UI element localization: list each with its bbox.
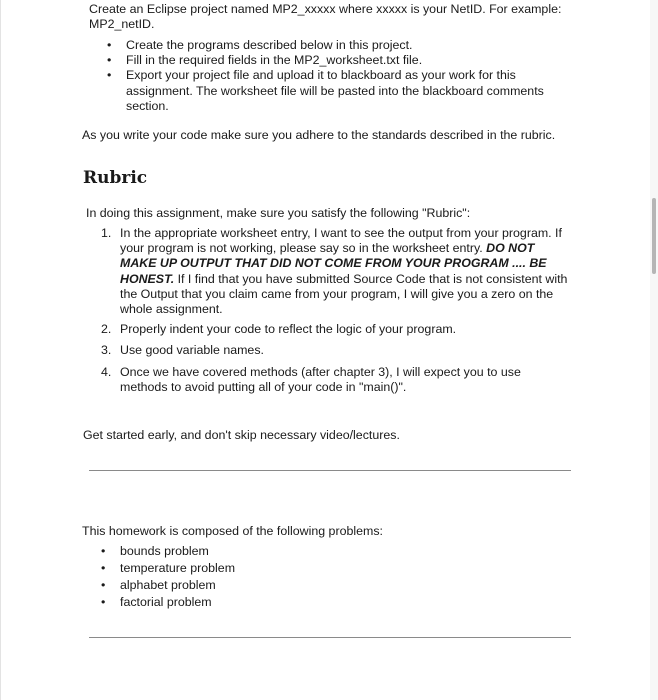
list-item: • factorial problem [101, 595, 212, 609]
problem-list [101, 544, 420, 612]
scrollbar[interactable] [650, 0, 658, 700]
setup-list [107, 38, 566, 114]
list-item: • alphabet problem [101, 578, 216, 592]
divider [89, 637, 571, 638]
divider [89, 470, 571, 471]
intro-paragraph: Create an Eclipse project named MP2_xxxxx where xxxxx is your NetID. For example: MP2_netID. [89, 2, 562, 32]
bullet: • [101, 544, 106, 558]
list-item: • Create the programs described below in this project. [107, 38, 413, 52]
bullet: • [107, 53, 112, 68]
item-number: 3. [101, 343, 112, 358]
bullet: • [101, 595, 106, 609]
item-number: 2. [101, 322, 112, 337]
adhere-paragraph: As you write your code make sure you adhere to the standards described in the rubric. [82, 128, 556, 142]
bullet: • [101, 578, 106, 592]
start-early-paragraph: Get started early, and don't skip necessary video/lectures. [83, 428, 400, 442]
rubric-heading: Rubric [83, 168, 148, 188]
rubric-item-output: 1. In the appropriate worksheet entry, I want to see the output from your program. If your program is not working, please say so in the worksheet entry. DO NOT MAKE UP OUTPUT THAT DID NOT COME FROM YOUR PROGRAM .... BE HONEST. If I find that you have submitted Source Code that is not consistent with the Output that you claim came from your program, I will give you a zero on the whole assignment. [101, 226, 568, 317]
item-number: 1. [101, 226, 112, 240]
list-item: • Fill in the required fields in the MP2_worksheet.txt file. [107, 53, 423, 68]
bullet: • [107, 68, 112, 83]
list-item: • bounds problem [101, 544, 209, 558]
bullet: • [101, 561, 106, 575]
rubric-item-indent: 2. Properly indent your code to reflect the logic of your program. [101, 322, 457, 337]
rubric-intro: In doing this assignment, make sure you satisfy the following "Rubric": [86, 206, 471, 220]
list-item: • temperature problem [101, 561, 236, 575]
scrollbar-thumb[interactable] [652, 198, 656, 274]
list-item: • Export your project file and upload it to blackboard as your work for this assignment. The worksheet file will be pasted into the blackboard comments section. [107, 68, 544, 113]
emphasis-warning: DO NOT MAKE UP OUTPUT THAT DID NOT COME FROM YOUR PROGRAM .... BE HONEST. [120, 241, 547, 286]
rubric-list [101, 226, 570, 395]
rubric-item-variables: 3. Use good variable names. [101, 343, 264, 358]
rubric-item-methods: 4. Once we have covered methods (after chapter 3), I will expect you to use methods to avoid putting all of your code in "main()". [101, 364, 521, 394]
item-number: 4. [101, 364, 112, 379]
bullet: • [107, 38, 112, 52]
homework-intro: This homework is composed of the following problems: [82, 524, 383, 538]
